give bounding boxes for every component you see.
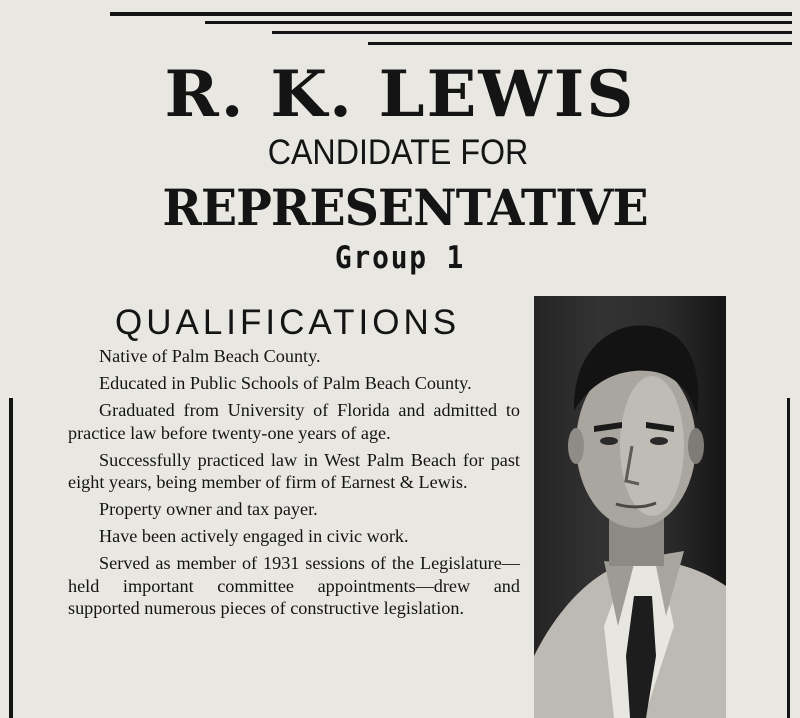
qualification-item: Served as member of 1931 sessions of the Legislature—held important committee appointments—drew and supported numerous pieces of constructive legislation.	[68, 553, 520, 618]
qualification-item: Successfully practiced law in West Palm Beach for past eight years, being member of firm of Earnest & Lewis.	[68, 449, 520, 492]
right-border-rule	[787, 398, 790, 718]
qualification-item: Educated in Public Schools of Palm Beach County.	[99, 373, 472, 393]
qualification-item: Native of Palm Beach County.	[99, 346, 321, 366]
decorative-rule-2	[205, 21, 792, 24]
office-title: REPRESENTATIVE	[162, 178, 648, 237]
candidate-name: R. K. LEWIS	[164, 57, 636, 132]
qualifications-heading: QUALIFICATIONS	[115, 303, 461, 342]
decorative-rule-3	[272, 31, 792, 34]
qualification-item: Graduated from University of Florida and admitted to practice law before twenty-one years of age.	[68, 400, 520, 443]
qualifications-list	[68, 345, 520, 624]
decorative-rule-1	[110, 12, 792, 16]
candidate-portrait	[534, 296, 726, 718]
qualification-item: Have been actively engaged in civic work.	[99, 526, 409, 546]
group-label: Group 1	[334, 240, 466, 276]
qualification-item: Property owner and tax payer.	[99, 499, 318, 519]
decorative-rule-4	[368, 42, 792, 45]
candidate-for-label: CANDIDATE FOR	[267, 133, 529, 172]
portrait-illustration	[534, 296, 726, 718]
left-border-rule	[9, 398, 13, 718]
